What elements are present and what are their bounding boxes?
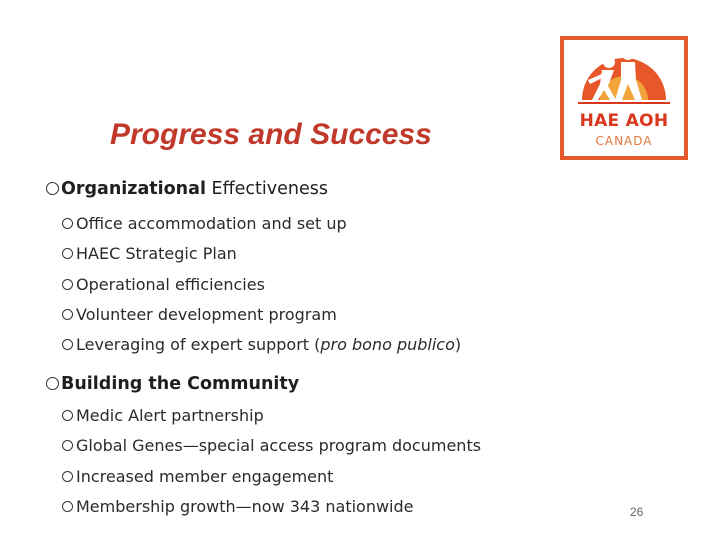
section-heading-rest: Effectiveness [205, 179, 328, 199]
circle-bullet-icon [62, 309, 73, 320]
list-item [62, 496, 481, 526]
list-item-text: HAEC Strategic Plan [76, 244, 237, 264]
list-item-text-end: ) [454, 335, 462, 355]
logo-subtitle: CANADA [595, 134, 653, 148]
circle-bullet-icon [62, 501, 73, 512]
section-heading-bold: Organizational [61, 179, 206, 199]
list-item [62, 274, 461, 304]
list-item [62, 466, 481, 496]
list-item [62, 243, 461, 273]
section-heading-bold: Building the Community [61, 374, 300, 394]
list-item-text: Volunteer development program [76, 304, 337, 324]
list-item [62, 304, 461, 334]
circle-bullet-icon [62, 248, 73, 259]
page-number: 26 [630, 505, 644, 519]
list-item-text: Operational efficiencies [76, 274, 265, 294]
slide-title: Progress and Success [110, 118, 432, 151]
circle-bullet-icon [62, 471, 73, 482]
circle-bullet-icon [62, 339, 73, 350]
circle-bullet-icon [62, 218, 73, 229]
list-item [62, 435, 481, 465]
section-heading-community [46, 374, 299, 394]
list-item-text: Leveraging of expert support ( [76, 335, 321, 355]
circle-bullet-icon [46, 182, 59, 195]
list-item [62, 405, 481, 435]
circle-bullet-icon [46, 377, 59, 390]
haec-logo [560, 36, 688, 160]
section-heading-organizational [46, 179, 328, 199]
list-item-text: Global Genes—special access program documents [76, 436, 482, 456]
list-item [62, 334, 461, 364]
list-item-text: Increased member engagement [76, 466, 334, 486]
logo-name: HAE AOH [579, 111, 669, 131]
circle-bullet-icon [62, 279, 73, 290]
list-item-text: Medic Alert partnership [76, 406, 264, 425]
list-item [62, 213, 461, 243]
community-list [62, 405, 481, 526]
organizational-list [62, 213, 461, 364]
circle-bullet-icon [62, 410, 73, 421]
circle-bullet-icon [62, 440, 73, 451]
latin-phrase: pro bono publico [320, 335, 455, 355]
list-item-text: Membership growth—now 343 nationwide [76, 496, 414, 516]
list-item-text: Office accommodation and set up [76, 214, 347, 233]
